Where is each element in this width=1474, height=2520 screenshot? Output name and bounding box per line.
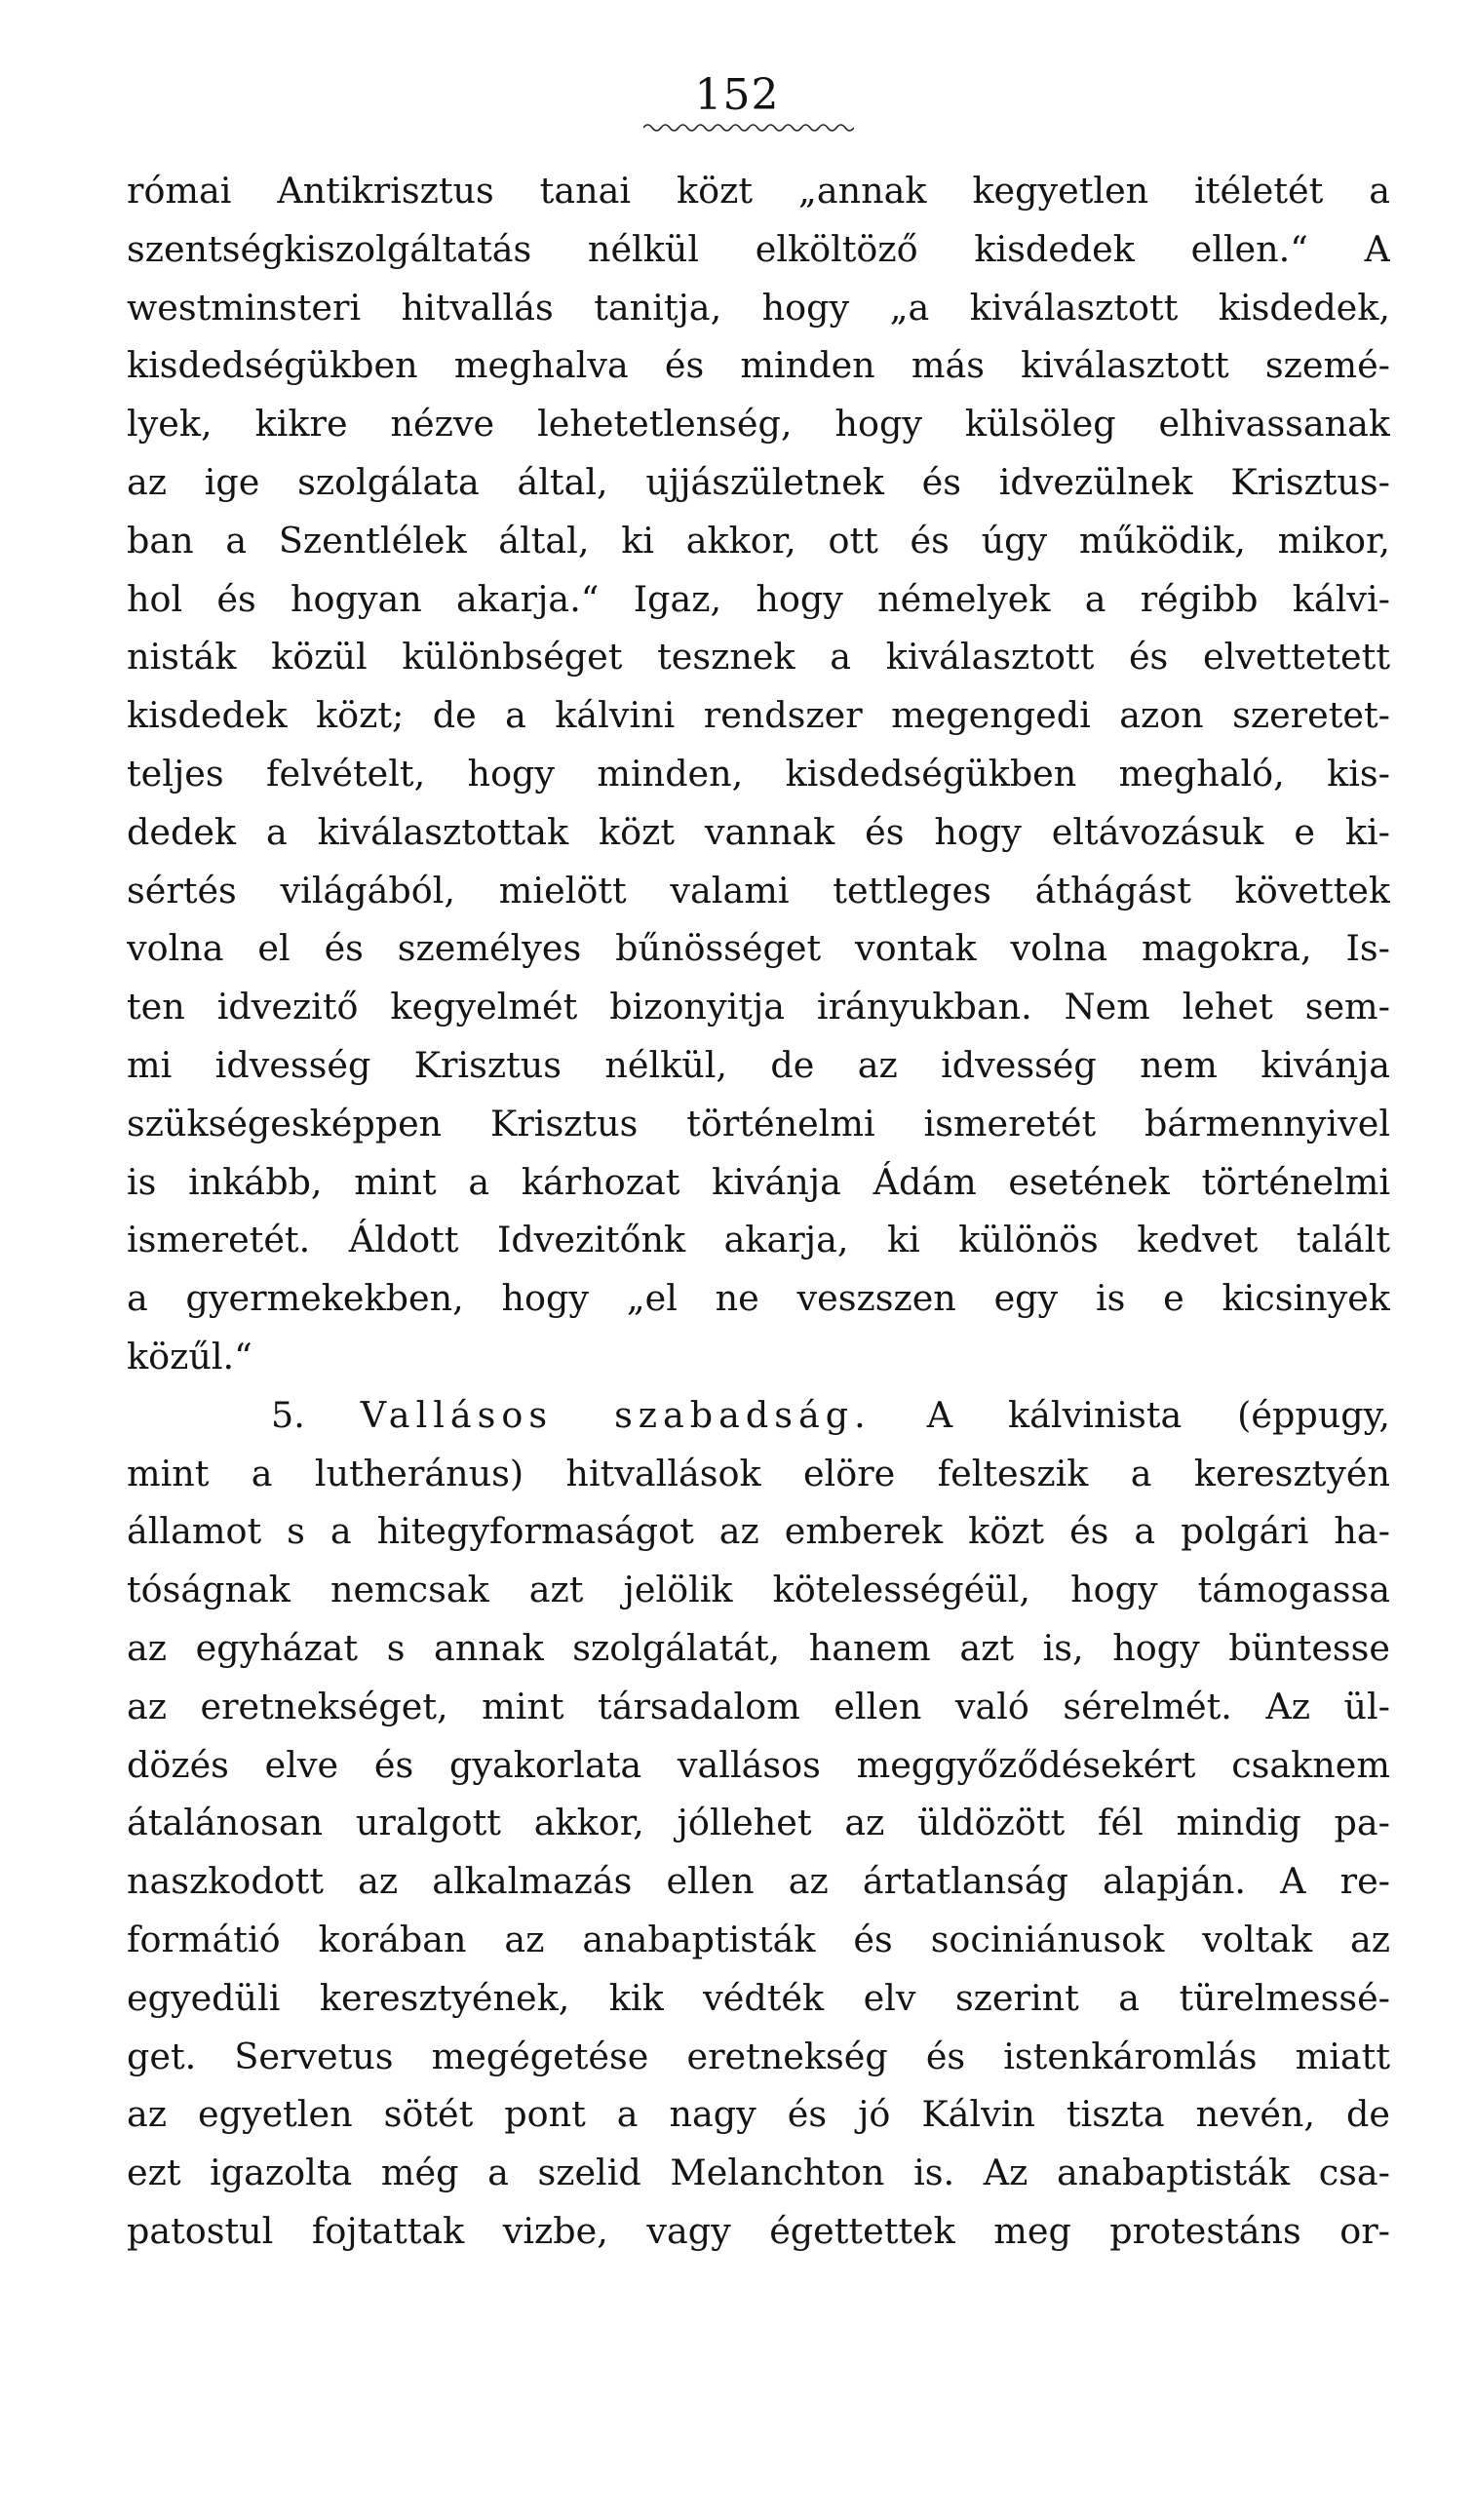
text-line: az ige szolgálata által, ujjászületnek és idvezülnek Krisztus- <box>127 460 1390 503</box>
text-line: a gyermekekben, hogy „el ne veszszen egy is e kicsinyek <box>127 1277 1390 1320</box>
text-line: ezt igazolta még a szelid Melanchton is. Az anabaptisták csa- <box>127 2152 1390 2194</box>
text-line: kisdedségükben meghalva és minden más kiválasztott szemé- <box>127 344 1390 387</box>
text-line: közűl.“ <box>127 1335 252 1377</box>
text-line: westminsteri hitvallás tanitja, hogy „a kiválasztott kisdedek, <box>127 286 1390 329</box>
page-number: 152 <box>694 70 780 120</box>
text-line: patostul fojtattak vizbe, vagy égettettek meg protestáns or- <box>127 2209 1390 2252</box>
text-line: tóságnak nemcsak azt jelölik kötelességéül, hogy támogassa <box>127 1569 1390 1611</box>
text-line: hol és hogyan akarja.“ Igaz, hogy némelyek a régibb kálvi- <box>127 577 1390 620</box>
section-number: 5. <box>271 1393 305 1436</box>
text-line: szükségesképpen Krisztus történelmi ismeretét bármennyivel <box>127 1102 1390 1144</box>
text-line: az eretnekséget, mint társadalom ellen való sérelmét. Az ül- <box>127 1685 1390 1727</box>
section-title: Vallásos szabadság. <box>360 1393 872 1436</box>
text-line: ban a Szentlélek által, ki akkor, ott és úgy működik, mikor, <box>127 519 1390 562</box>
wavy-ornament <box>643 121 854 135</box>
text-line: get. Servetus megégetése eretnekség és istenkáromlás miatt <box>127 2035 1390 2077</box>
text-line: teljes felvételt, hogy minden, kisdedségükben meghaló, kis- <box>127 752 1390 795</box>
text-line: ismeretét. Áldott Idvezitőnk akarja, ki különös kedvet talált <box>127 1219 1390 1261</box>
text-line: kisdedek közt; de a kálvini rendszer megengedi azon szeretet- <box>127 694 1390 737</box>
text-line: ten idvezitő kegyelmét bizonyitja irányukban. Nem lehet sem- <box>127 986 1390 1028</box>
text-line: szentségkiszolgáltatás nélkül elköltöző kisdedek ellen.“ A <box>127 227 1390 270</box>
text-line: lyek, kikre nézve lehetetlenség, hogy külsöleg elhivassanak <box>127 403 1390 446</box>
section-heading-line <box>127 1386 1390 1445</box>
text-line: dözés elve és gyakorlata vallásos meggyőződésekért csaknem <box>127 1743 1390 1786</box>
text-line: átalánosan uralgott akkor, jóllehet az üldözött fél mindig pa- <box>127 1802 1390 1844</box>
text-line: naszkodott az alkalmazás ellen az ártatlanság alapján. A re- <box>127 1860 1390 1903</box>
text-line: dedek a kiválasztottak közt vannak és hogy eltávozásuk e ki- <box>127 810 1390 853</box>
text-line: volna el és személyes bűnösséget vontak volna magokra, Is- <box>127 927 1390 970</box>
text-line: nisták közül különbséget tesznek a kiválasztott és elvettetett <box>127 636 1390 678</box>
text-line: római Antikrisztus tanai közt „annak kegyetlen itéletét a <box>127 170 1390 212</box>
section-heading-rest: A kálvinista (éppugy, <box>926 1393 1390 1436</box>
text-line: az egyházat s annak szolgálatát, hanem azt is, hogy büntesse <box>127 1626 1390 1669</box>
body-text <box>127 162 1390 2261</box>
text-line: az egyetlen sötét pont a nagy és jó Kálvin tiszta nevén, de <box>127 2093 1390 2136</box>
text-line: államot s a hitegyformaságot az emberek közt és a polgári ha- <box>127 1510 1390 1553</box>
text-line: sértés világából, mielött valami tettleges áthágást követtek <box>127 869 1390 911</box>
text-line: mi idvesség Krisztus nélkül, de az idvesség nem kivánja <box>127 1043 1390 1086</box>
text-line: egyedüli keresztyének, kik védték elv szerint a türelmessé- <box>127 1976 1390 2019</box>
text-line: formátió korában az anabaptisták és sociniánusok voltak az <box>127 1918 1390 1960</box>
text-line: is inkább, mint a kárhozat kivánja Ádám esetének történelmi <box>127 1160 1390 1203</box>
text-line: mint a lutheránus) hitvallások elöre felteszik a keresztyén <box>127 1452 1390 1494</box>
